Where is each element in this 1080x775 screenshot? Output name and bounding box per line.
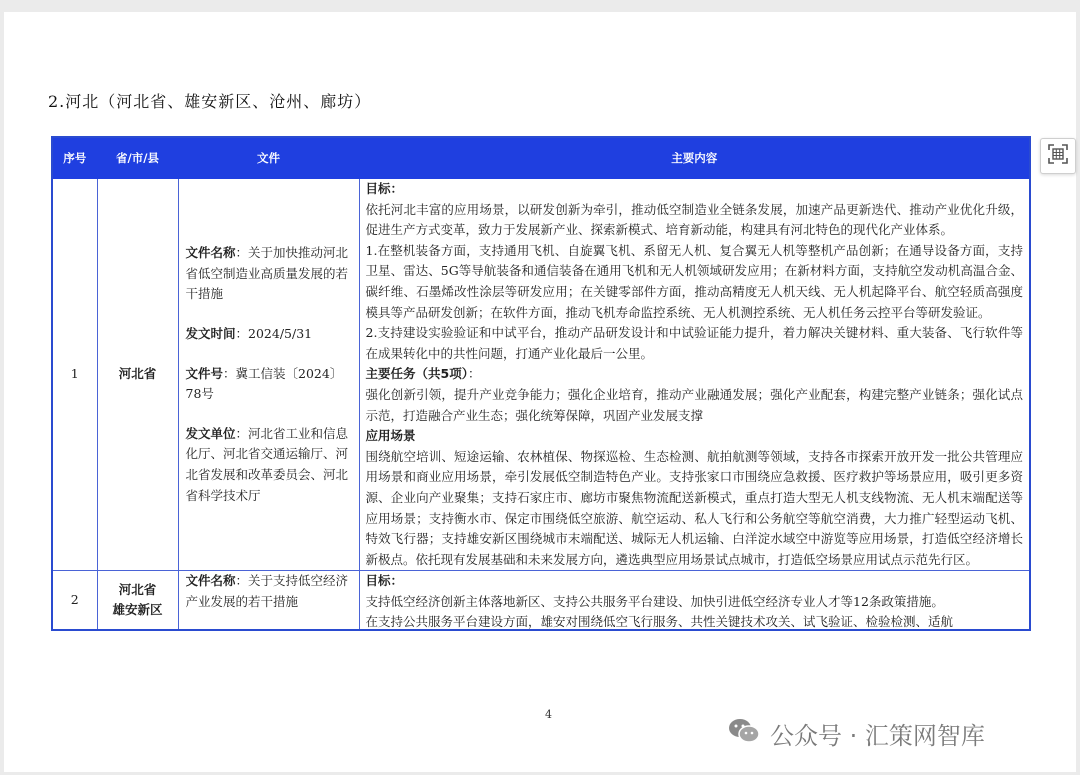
row-province xyxy=(97,571,178,631)
table-row xyxy=(52,571,1030,631)
point-2: 2.支持建设实验验证和中试平台，推动产品研发设计和中试验证能力提升，着力解决关键材料、重大装备、飞行软件等在成果转化中的共性问题，打通产业化最后一公里。 xyxy=(365,325,1023,361)
row-content xyxy=(359,179,1030,571)
table-header-row xyxy=(52,137,1030,179)
header-seq: 序号 xyxy=(52,137,97,179)
watermark-text: 公众号 · 汇策网智库 xyxy=(770,722,985,750)
doc-no-value: ：冀工信装〔2024〕78号 xyxy=(185,365,343,402)
row-province: 河北省 xyxy=(97,179,178,571)
scan-button[interactable] xyxy=(1040,138,1076,174)
file-name-label: 文件名称 xyxy=(185,573,236,589)
file-name-label: 文件名称 xyxy=(185,245,236,261)
tasks-heading: 主要任务（共5项） xyxy=(365,366,468,382)
tasks-text: 强化创新引领，提升产业竞争能力；强化企业培育，推动产业融通发展；强化产业配套，构建完整产业链条；强化试点示范，打造融合产业生态；强化统筹保障，巩固产业发展支撑 xyxy=(365,386,1023,423)
row-file-info xyxy=(178,179,359,571)
doc-no-label: 文件号 xyxy=(185,365,224,381)
issuer-value: ：河北省工业和信息化厅、河北省交通运输厅、河北省发展和改革委员会、河北省科学技术厅 xyxy=(185,425,349,503)
row-file-info xyxy=(178,571,359,631)
watermark xyxy=(728,716,985,751)
content-line-1: 支持低空经济创新主体落地新区、支持公共服务平台建设、加快引进低空经济专业人才等12条政策措施。 xyxy=(365,593,944,609)
file-name-value: ：关于支持低空经济产业发展的若干措施 xyxy=(185,573,349,609)
scenes-text: 围绕航空培训、短途运输、农林植保、物探巡检、生态检测、航拍航测等领域，支持各市探索开放开发一批公共管理应用场景和商业应用场景，牵引发展低空制造特色产业。支持张家口市围绕应急救援、医疗救护等场景应用，吸引更多资源、企业向产业聚集；支持石家庄市、廊坊市聚焦物流配送新模式，重点打造大型无人机支线物流、无人机末端配送等应用场景；支持衡水市、保定市围绕低空旅游、航空运动、私人飞行和公务航空等航空消费，大力推广轻型运动飞机、特效飞行器；支持雄安新区围绕城市末端配送、城际无人机运输、白洋淀水域空中游览等应用场景，打造低空经济增长新极点。依托现有发展基础和未来发展方向，遴选典型应用场景试点城市，打造低空场景应用试点示范先行区。 xyxy=(365,448,1023,567)
province-line-2: 雄安新区 xyxy=(112,602,163,618)
date-label: 发文时间 xyxy=(185,325,236,341)
header-file: 文件 xyxy=(178,137,359,179)
policy-table xyxy=(51,136,1031,631)
province-line-1: 河北省 xyxy=(118,582,157,598)
goal-heading: 目标： xyxy=(365,573,404,589)
date-value: ：2024/5/31 xyxy=(235,325,313,341)
point-1: 1.在整机装备方面，支持通用飞机、自旋翼飞机、系留无人机、复合翼无人机等整机产品创新；在通导设备方面，支持卫星、雷达、5G等导航装备和通信装备在通用飞机和无人机领域研发应用；在新材料方面，支持航空发动机高温合金、碳纤维、石墨烯改性涂层等研发应用；在关键零部件方面，推动高精度无人机天线、无人机起降平台、航空轻质高强度模具等产品研发创新；在软件方面，推动飞机寿命监控系统、无人机测控系统、无人机任务云控平台等研发验证。 xyxy=(365,242,1023,320)
tasks-colon: ： xyxy=(467,366,481,382)
section-title: 2.河北（河北省、雄安新区、沧州、廊坊） xyxy=(48,92,372,111)
row-content xyxy=(359,571,1030,631)
file-name-value: ：关于加快推动河北省低空制造业高质量发展的若干措施 xyxy=(185,245,349,302)
issuer-label: 发文单位 xyxy=(185,425,236,441)
page-number: 4 xyxy=(545,708,552,721)
wechat-icon xyxy=(728,717,760,751)
scenes-heading: 应用场景 xyxy=(365,428,416,444)
header-province: 省/市/县 xyxy=(97,137,178,179)
content-line-2: 在支持公共服务平台建设方面，雄安对围绕低空飞行服务、共性关键技术攻关、试飞验证、检验检测、适航 xyxy=(365,614,954,630)
scan-icon xyxy=(1048,144,1068,168)
goal-text: 依托河北丰富的应用场景，以研发创新为牵引，推动低空制造业全链条发展，加速产品更新迭代、推动产业优化升级，促进生产方式变革，致力于发展新产业、探索新模式、培育新动能，构建具有河北特色的现代化产业体系。 xyxy=(365,201,1023,238)
row-seq: 2 xyxy=(52,571,97,631)
table-row xyxy=(52,179,1030,571)
row-seq: 1 xyxy=(52,179,97,571)
goal-heading: 目标： xyxy=(365,181,404,196)
header-content: 主要内容 xyxy=(359,137,1030,179)
